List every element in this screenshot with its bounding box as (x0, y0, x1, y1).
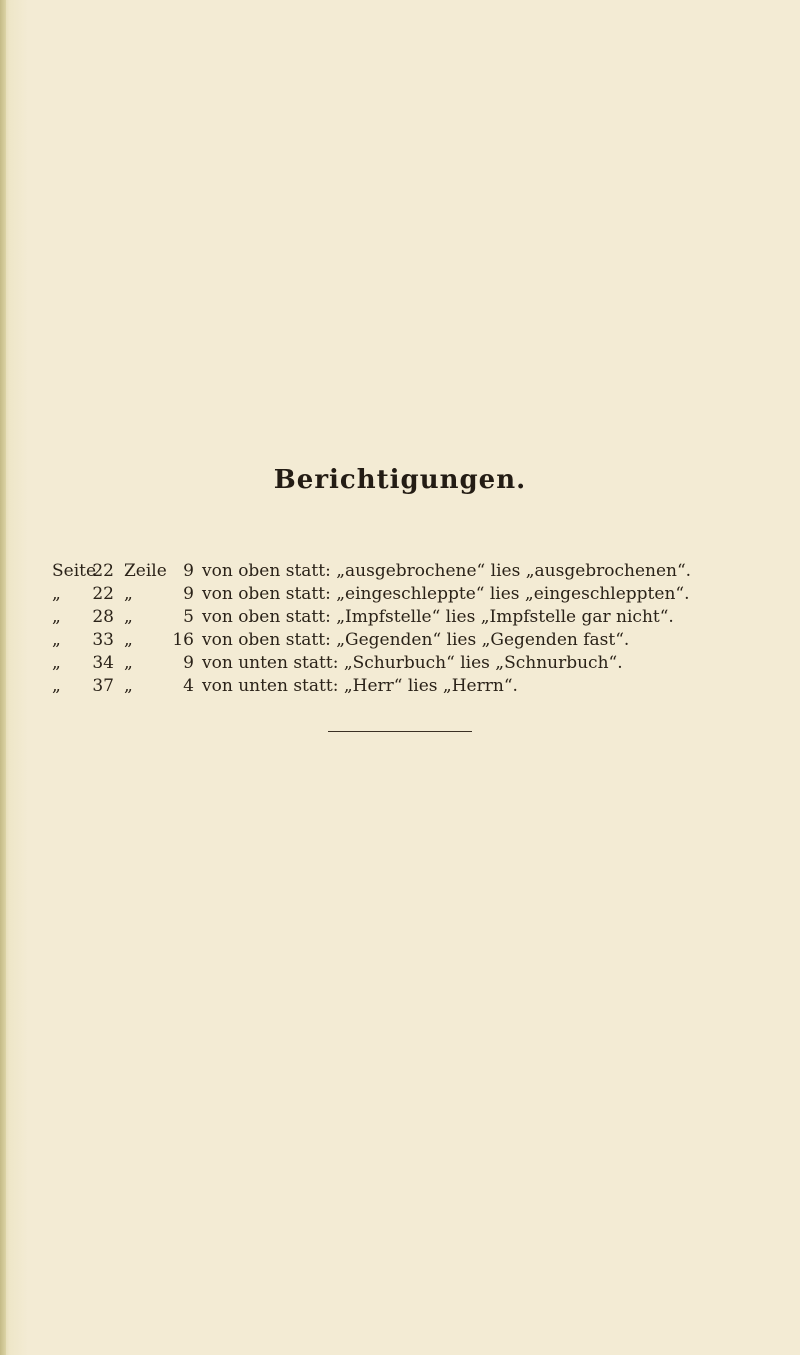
line-number: 9 (183, 653, 194, 673)
line-number: 9 (183, 584, 194, 604)
page-number: 33 (92, 630, 114, 650)
horizontal-rule (328, 731, 472, 732)
errata-row (52, 652, 792, 675)
line-label: Zeile (124, 561, 167, 581)
errata-row (52, 629, 792, 652)
page-title: Berichtigungen. (273, 465, 527, 495)
ditto-mark: „ (124, 584, 133, 604)
errata-row (52, 560, 792, 583)
page-number: 22 (92, 561, 114, 581)
page-number: 34 (92, 653, 114, 673)
page-label: Seite (52, 561, 97, 581)
ditto-mark: „ (124, 676, 133, 696)
line-number: 5 (183, 607, 194, 627)
ditto-mark: „ (52, 607, 61, 627)
page-number: 28 (92, 607, 114, 627)
ditto-mark: „ (52, 653, 61, 673)
line-number: 9 (183, 561, 194, 581)
errata-list (52, 560, 792, 698)
page-number: 37 (92, 676, 114, 696)
page-edge-shadow (0, 0, 6, 1355)
ditto-mark: „ (124, 607, 133, 627)
errata-row (52, 675, 792, 698)
correction-text: von oben statt: „Impfstelle“ lies „Impfstelle gar nicht“. (202, 607, 674, 627)
correction-text: von oben statt: „ausgebrochene“ lies „ausgebrochenen“. (202, 561, 692, 581)
ditto-mark: „ (124, 630, 133, 650)
correction-text: von oben statt: „Gegenden“ lies „Gegenden fast“. (202, 630, 630, 650)
line-number: 16 (172, 630, 194, 650)
errata-row (52, 606, 792, 629)
ditto-mark: „ (124, 653, 133, 673)
correction-text: von oben statt: „eingeschleppte“ lies „eingeschleppten“. (202, 584, 690, 604)
ditto-mark: „ (52, 584, 61, 604)
correction-text: von unten statt: „Herr“ lies „Herrn“. (202, 676, 518, 696)
ditto-mark: „ (52, 676, 61, 696)
correction-text: von unten statt: „Schurbuch“ lies „Schnurbuch“. (202, 653, 623, 673)
page-number: 22 (92, 584, 114, 604)
line-number: 4 (183, 676, 194, 696)
ditto-mark: „ (52, 630, 61, 650)
errata-row (52, 583, 792, 606)
